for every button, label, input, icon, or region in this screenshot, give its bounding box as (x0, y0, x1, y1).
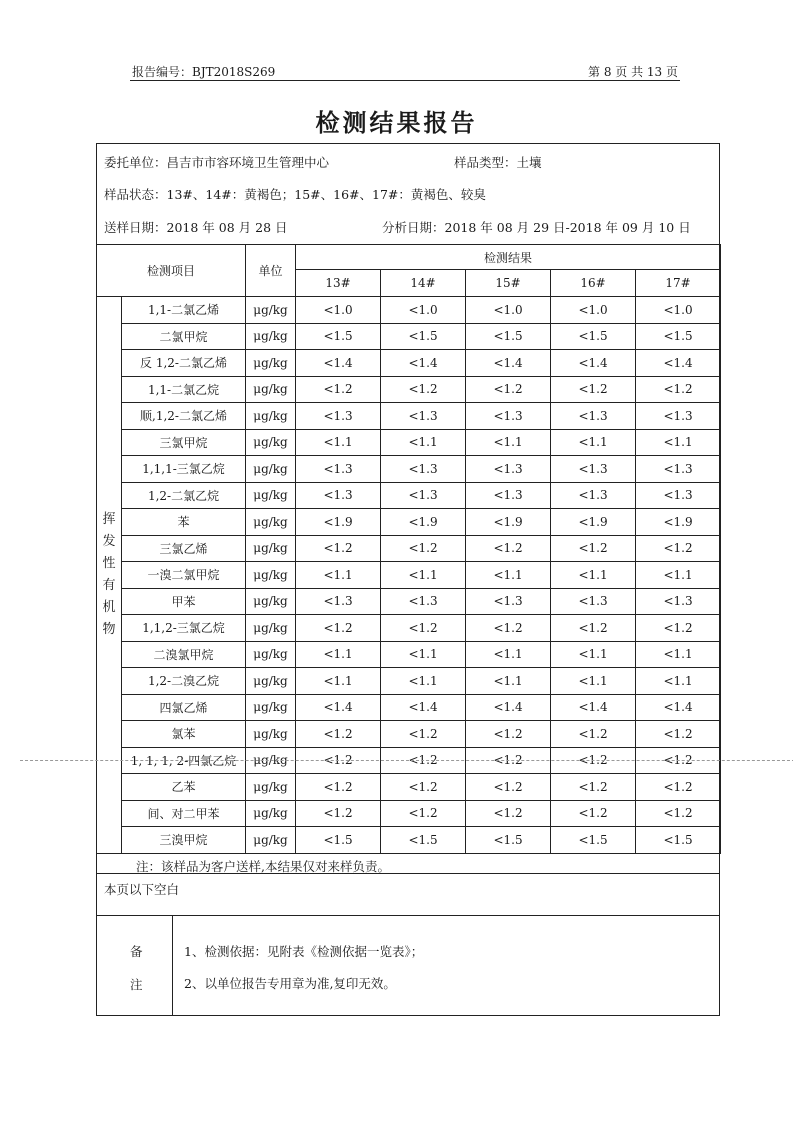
note-text: 注：该样品为客户送样,本结果仅对来样负责。 (136, 859, 390, 874)
result-value: <1.1 (551, 562, 636, 589)
result-value: <1.2 (636, 800, 721, 827)
result-value: <1.4 (636, 350, 721, 377)
remark-line-1: 1、检测依据：见附表《检测依据一览表》； (184, 944, 424, 959)
result-value: <1.2 (381, 535, 466, 562)
result-value: <1.1 (466, 429, 551, 456)
sample-header-4: 16# (551, 270, 636, 297)
note-row (96, 856, 720, 874)
result-value: <1.3 (551, 403, 636, 430)
result-value: <1.1 (636, 641, 721, 668)
item-unit: μg/kg (246, 615, 296, 642)
table-row (97, 323, 721, 350)
result-value: <1.2 (636, 535, 721, 562)
result-value: <1.2 (296, 774, 381, 801)
item-unit: μg/kg (246, 350, 296, 377)
result-value: <1.3 (381, 482, 466, 509)
result-value: <1.1 (381, 641, 466, 668)
result-value: <1.3 (636, 482, 721, 509)
report-title: 检测结果报告 (315, 109, 478, 137)
table-row (97, 297, 721, 324)
result-value: <1.5 (551, 323, 636, 350)
result-value: <1.2 (466, 615, 551, 642)
result-value: <1.1 (636, 429, 721, 456)
item-unit: μg/kg (246, 535, 296, 562)
result-value: <1.9 (551, 509, 636, 536)
item-name: 二氯甲烷 (122, 323, 246, 350)
result-value: <1.4 (296, 350, 381, 377)
result-value: <1.1 (636, 562, 721, 589)
analysis-date-field: 分析日期：2018 年 08 月 29 日-2018 年 09 月 10 日 (382, 220, 691, 235)
result-value: <1.9 (636, 509, 721, 536)
result-value: <1.2 (381, 800, 466, 827)
table-row (97, 721, 721, 748)
table-row (97, 774, 721, 801)
result-value: <1.3 (466, 403, 551, 430)
sample-type-field: 样品类型：土壤 (454, 155, 542, 170)
result-value: <1.1 (381, 429, 466, 456)
result-value: <1.9 (466, 509, 551, 536)
item-unit: μg/kg (246, 694, 296, 721)
result-value: <1.3 (636, 403, 721, 430)
item-name: 三溴甲烷 (122, 827, 246, 854)
item-name: 甲苯 (122, 588, 246, 615)
table-row (97, 694, 721, 721)
item-name: 间、对二甲苯 (122, 800, 246, 827)
result-value: <1.5 (551, 827, 636, 854)
item-name: 1, 1, 1, 2-四氯乙烷 (122, 747, 246, 774)
result-value: <1.2 (466, 721, 551, 748)
result-value: <1.3 (381, 588, 466, 615)
result-value: <1.2 (296, 376, 381, 403)
item-name: 氯苯 (122, 721, 246, 748)
item-unit: μg/kg (246, 774, 296, 801)
result-value: <1.2 (296, 615, 381, 642)
category-label: 挥发性有机物 (102, 511, 116, 637)
result-value: <1.2 (466, 535, 551, 562)
result-value: <1.1 (466, 562, 551, 589)
result-value: <1.4 (636, 694, 721, 721)
result-value: <1.1 (551, 668, 636, 695)
result-value: <1.3 (636, 456, 721, 483)
table-row (97, 641, 721, 668)
result-value: <1.2 (551, 774, 636, 801)
result-value: <1.2 (636, 721, 721, 748)
result-value: <1.0 (636, 297, 721, 324)
table-row (97, 668, 721, 695)
result-value: <1.3 (296, 456, 381, 483)
table-row (97, 827, 721, 854)
result-value: <1.2 (466, 800, 551, 827)
result-value: <1.1 (466, 641, 551, 668)
result-value: <1.4 (296, 694, 381, 721)
item-name: 乙苯 (122, 774, 246, 801)
result-value: <1.2 (551, 535, 636, 562)
result-value: <1.2 (381, 376, 466, 403)
item-unit: μg/kg (246, 482, 296, 509)
result-value: <1.1 (551, 641, 636, 668)
item-unit: μg/kg (246, 800, 296, 827)
item-unit: μg/kg (246, 641, 296, 668)
result-value: <1.0 (551, 297, 636, 324)
result-value: <1.2 (551, 615, 636, 642)
result-value: <1.2 (551, 800, 636, 827)
result-value: <1.1 (381, 562, 466, 589)
blank-row (96, 874, 720, 916)
result-value: <1.2 (636, 615, 721, 642)
result-value: <1.2 (466, 376, 551, 403)
table-row (97, 562, 721, 589)
result-value: <1.4 (551, 350, 636, 377)
table-row (97, 535, 721, 562)
result-value: <1.1 (636, 668, 721, 695)
header-item: 检测项目 (97, 245, 246, 297)
remarks-label-1: 备 (130, 944, 143, 959)
item-name: 1,1-二氯乙烷 (122, 376, 246, 403)
result-value: <1.3 (466, 588, 551, 615)
header-unit: 单位 (246, 245, 296, 297)
result-value: <1.3 (636, 588, 721, 615)
result-value: <1.1 (296, 641, 381, 668)
table-row (97, 376, 721, 403)
result-value: <1.2 (381, 721, 466, 748)
remarks-label-2: 注 (130, 977, 143, 992)
result-value: <1.2 (466, 774, 551, 801)
result-value: <1.3 (551, 456, 636, 483)
table-row (97, 482, 721, 509)
item-unit: μg/kg (246, 747, 296, 774)
result-value: <1.2 (296, 721, 381, 748)
result-value: <1.5 (636, 323, 721, 350)
item-unit: μg/kg (246, 588, 296, 615)
item-unit: μg/kg (246, 297, 296, 324)
result-value: <1.2 (636, 376, 721, 403)
result-value: <1.2 (296, 747, 381, 774)
item-name: 一溴二氯甲烷 (122, 562, 246, 589)
table-row (97, 800, 721, 827)
item-unit: μg/kg (246, 827, 296, 854)
result-value: <1.2 (296, 535, 381, 562)
result-value: <1.0 (466, 297, 551, 324)
sample-header-1: 13# (296, 270, 381, 297)
result-value: <1.1 (296, 562, 381, 589)
item-unit: μg/kg (246, 509, 296, 536)
result-value: <1.5 (381, 827, 466, 854)
result-value: <1.3 (296, 403, 381, 430)
blank-text: 本页以下空白 (104, 882, 180, 897)
result-value: <1.3 (296, 482, 381, 509)
item-name: 1,1,1-三氯乙烷 (122, 456, 246, 483)
result-value: <1.1 (381, 668, 466, 695)
item-name: 反 1,2-二氯乙烯 (122, 350, 246, 377)
item-unit: μg/kg (246, 721, 296, 748)
table-row (97, 350, 721, 377)
result-value: <1.2 (636, 774, 721, 801)
result-value: <1.3 (381, 403, 466, 430)
results-table (96, 244, 721, 854)
result-value: <1.3 (381, 456, 466, 483)
page-header (130, 60, 680, 81)
result-value: <1.2 (466, 747, 551, 774)
client-field: 委托单位：昌吉市市容环境卫生管理中心 (104, 155, 330, 170)
result-value: <1.5 (466, 323, 551, 350)
page-number: 第 8 页 共 13 页 (588, 65, 678, 79)
report-number: 报告编号：BJT2018S269 (132, 65, 276, 79)
result-value: <1.2 (551, 747, 636, 774)
table-row (97, 509, 721, 536)
remark-line-2: 2、以单位报告专用章为准,复印无效。 (184, 976, 396, 991)
sample-state-field: 样品状态：13#、14#：黄褐色；15#、16#、17#：黄褐色、较臭 (104, 187, 486, 202)
result-value: <1.9 (381, 509, 466, 536)
result-value: <1.5 (296, 827, 381, 854)
sample-header-3: 15# (466, 270, 551, 297)
result-value: <1.3 (551, 482, 636, 509)
result-value: <1.4 (381, 694, 466, 721)
result-value: <1.5 (381, 323, 466, 350)
result-value: <1.0 (296, 297, 381, 324)
item-unit: μg/kg (246, 429, 296, 456)
result-value: <1.2 (381, 747, 466, 774)
table-row (97, 456, 721, 483)
result-value: <1.2 (551, 721, 636, 748)
table-row (97, 588, 721, 615)
sample-header-5: 17# (636, 270, 721, 297)
result-value: <1.1 (466, 668, 551, 695)
table-row (97, 403, 721, 430)
item-unit: μg/kg (246, 376, 296, 403)
result-value: <1.4 (466, 694, 551, 721)
result-value: <1.2 (296, 800, 381, 827)
result-value: <1.1 (551, 429, 636, 456)
item-name: 1,1-二氯乙烯 (122, 297, 246, 324)
item-name: 三氯甲烷 (122, 429, 246, 456)
item-unit: μg/kg (246, 403, 296, 430)
result-value: <1.3 (466, 456, 551, 483)
header-results: 检测结果 (296, 245, 721, 270)
result-value: <1.1 (296, 429, 381, 456)
result-value: <1.5 (636, 827, 721, 854)
remarks-label (96, 916, 173, 1016)
item-unit: μg/kg (246, 323, 296, 350)
result-value: <1.4 (381, 350, 466, 377)
result-value: <1.4 (551, 694, 636, 721)
result-value: <1.3 (466, 482, 551, 509)
result-value: <1.3 (551, 588, 636, 615)
item-name: 二溴氯甲烷 (122, 641, 246, 668)
category-cell (97, 297, 122, 854)
result-value: <1.5 (466, 827, 551, 854)
item-name: 1,2-二氯乙烷 (122, 482, 246, 509)
item-name: 三氯乙烯 (122, 535, 246, 562)
remarks-section (96, 916, 720, 1016)
result-value: <1.4 (466, 350, 551, 377)
item-unit: μg/kg (246, 562, 296, 589)
item-unit: μg/kg (246, 668, 296, 695)
item-name: 1,1,2-三氯乙烷 (122, 615, 246, 642)
item-name: 1,2-二溴乙烷 (122, 668, 246, 695)
table-row (97, 615, 721, 642)
result-value: <1.2 (381, 774, 466, 801)
sample-header-2: 14# (381, 270, 466, 297)
result-value: <1.0 (381, 297, 466, 324)
result-value: <1.2 (551, 376, 636, 403)
item-name: 四氯乙烯 (122, 694, 246, 721)
result-value: <1.9 (296, 509, 381, 536)
result-value: <1.1 (296, 668, 381, 695)
table-row (97, 429, 721, 456)
result-value: <1.2 (636, 747, 721, 774)
result-value: <1.3 (296, 588, 381, 615)
scan-fold-line (20, 760, 793, 761)
result-value: <1.2 (381, 615, 466, 642)
item-name: 顺,1,2-二氯乙烯 (122, 403, 246, 430)
item-name: 苯 (122, 509, 246, 536)
delivery-date-field: 送样日期：2018 年 08 月 28 日 (104, 220, 288, 235)
result-value: <1.5 (296, 323, 381, 350)
item-unit: μg/kg (246, 456, 296, 483)
